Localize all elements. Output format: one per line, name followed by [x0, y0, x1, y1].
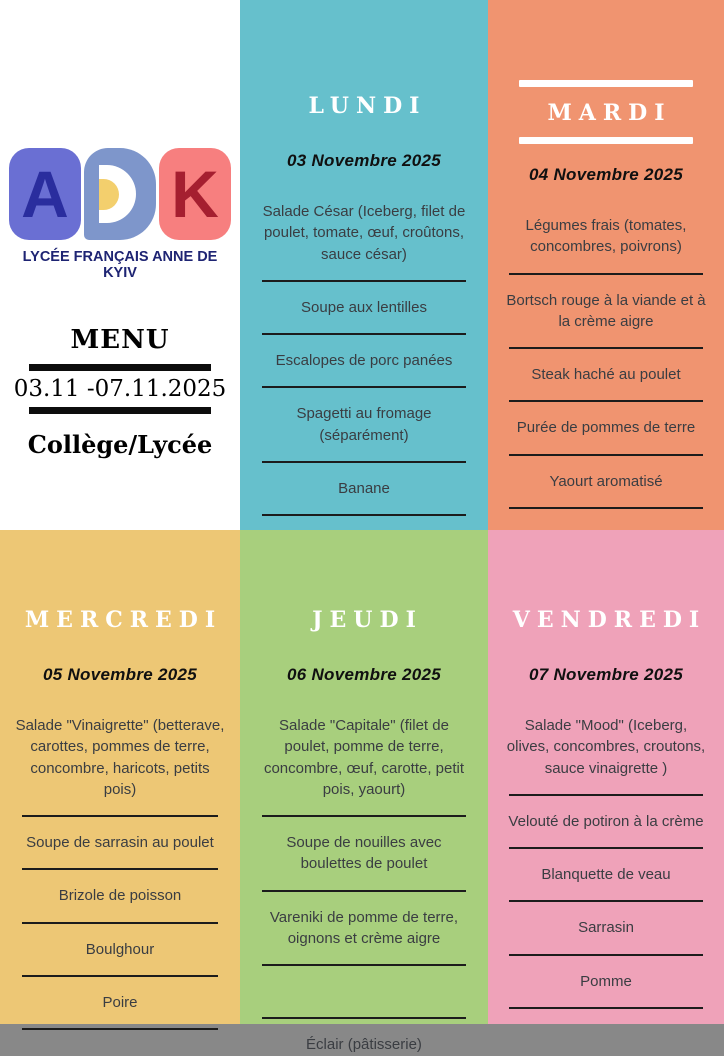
day-date: 04 Novembre 2025	[528, 165, 684, 184]
menu-item: Escalopes de porc panées	[275, 352, 453, 370]
adk-logo	[9, 148, 231, 240]
menu-item: Soupe de nouilles avec boulettes de poulet	[286, 834, 442, 873]
menu-date-range: 03.11 -07.11.2025	[13, 376, 227, 402]
day-name: MERCREDI	[24, 607, 223, 633]
menu-item: Velouté de potiron à la crème	[508, 812, 704, 830]
logo-letter-a-glyph: A	[21, 157, 69, 231]
menu-item-list	[240, 201, 488, 531]
item-divider	[262, 890, 465, 892]
item-divider	[262, 280, 465, 282]
menu-item: Poire	[102, 994, 138, 1012]
item-divider	[262, 333, 465, 335]
day-name: JEUDI	[312, 607, 423, 633]
menu-item-list	[240, 715, 488, 1056]
menu-item-list	[488, 715, 724, 1024]
logo-letter-d	[84, 148, 156, 240]
divider-bar-bottom	[29, 407, 211, 414]
menu-item	[255, 981, 473, 1002]
logo-letter-k	[159, 148, 231, 240]
item-divider	[509, 847, 703, 849]
day-date: 07 Novembre 2025	[528, 665, 684, 684]
day-panel-vendredi	[488, 530, 724, 1024]
item-divider	[22, 815, 219, 817]
item-divider	[262, 386, 465, 388]
menu-item: Brizole de poisson	[58, 887, 182, 905]
item-divider	[509, 954, 703, 956]
menu-title: MENU	[70, 325, 170, 355]
item-divider	[509, 454, 703, 456]
day-name: MARDI	[547, 100, 672, 126]
menu-item: Steak haché au poulet	[531, 366, 681, 384]
menu-item-list	[0, 715, 240, 1045]
day-date: 06 Novembre 2025	[286, 665, 442, 684]
menu-audience: Collège/Lycée	[27, 430, 213, 459]
menu-item: Légumes frais (tomates, concombres, poivrons)	[525, 217, 687, 256]
day-date: 05 Novembre 2025	[42, 665, 198, 684]
item-divider	[262, 815, 465, 817]
item-divider	[22, 975, 219, 977]
menu-item: Salade "Mood" (Iceberg, olives, concombres, croutons, sauce vinaigrette )	[506, 717, 706, 777]
menu-item: Salade "Capitale" (filet de poulet, pomme de terre, concombre, œuf, carotte, petit pois, yaourt)	[263, 717, 465, 798]
menu-item: Bortsch rouge à la viande et à la crème aigre	[506, 291, 706, 330]
menu-item: Vareniki de pomme de terre, oignons et crème aigre	[269, 908, 459, 948]
menu-item: Boulghour	[85, 940, 155, 958]
menu-item: Éclair (pâtisserie)	[306, 1036, 422, 1054]
day-panel-jeudi	[240, 530, 488, 1054]
menu-item: Pomme	[580, 972, 632, 990]
day-panel-mercredi	[0, 530, 240, 1024]
day-header-bar-top	[519, 80, 694, 87]
info-panel	[0, 0, 240, 530]
menu-item-list	[488, 215, 724, 524]
item-divider	[509, 273, 703, 275]
item-divider	[509, 347, 703, 349]
day-date: 03 Novembre 2025	[286, 151, 442, 170]
menu-item: Purée de pommes de terre	[516, 419, 696, 437]
day-header-bar-bottom	[519, 137, 694, 144]
item-divider	[262, 964, 465, 966]
item-divider	[509, 1007, 703, 1009]
menu-item: Salade "Vinaigrette" (betterave, carottes, pommes de terre, concombre, haricots, petits pois)	[15, 717, 225, 798]
day-name: LUNDI	[308, 93, 427, 119]
item-divider	[509, 794, 703, 796]
school-name: LYCÉE FRANÇAIS ANNE DE KYIV	[22, 249, 218, 281]
day-name: VENDREDI	[512, 607, 707, 633]
item-divider	[509, 400, 703, 402]
menu-item: Salade César (Iceberg, filet de poulet, tomate, œuf, croûtons, sauce césar)	[262, 203, 466, 263]
item-divider	[22, 922, 219, 924]
logo-letter-k-glyph: K	[171, 157, 219, 231]
item-divider	[509, 900, 703, 902]
menu-item: Soupe aux lentilles	[301, 298, 427, 316]
item-divider	[22, 1028, 219, 1030]
menu-item: Blanquette de veau	[541, 866, 671, 884]
menu-item: Soupe de sarrasin au poulet	[26, 834, 214, 852]
menu-item: Yaourt aromatisé	[549, 472, 663, 490]
menu-item: Spagetti au fromage (séparément)	[296, 405, 432, 444]
menu-item: Sarrasin	[578, 919, 634, 937]
divider-bar-top	[29, 364, 211, 371]
item-divider	[22, 868, 219, 870]
day-panel-lundi	[240, 0, 488, 530]
item-divider	[509, 507, 703, 509]
item-divider	[262, 1017, 465, 1019]
menu-item: Banane	[338, 480, 390, 498]
day-panel-mardi	[488, 0, 724, 530]
item-divider	[262, 514, 465, 516]
item-divider	[262, 461, 465, 463]
logo-letter-a	[9, 148, 81, 240]
